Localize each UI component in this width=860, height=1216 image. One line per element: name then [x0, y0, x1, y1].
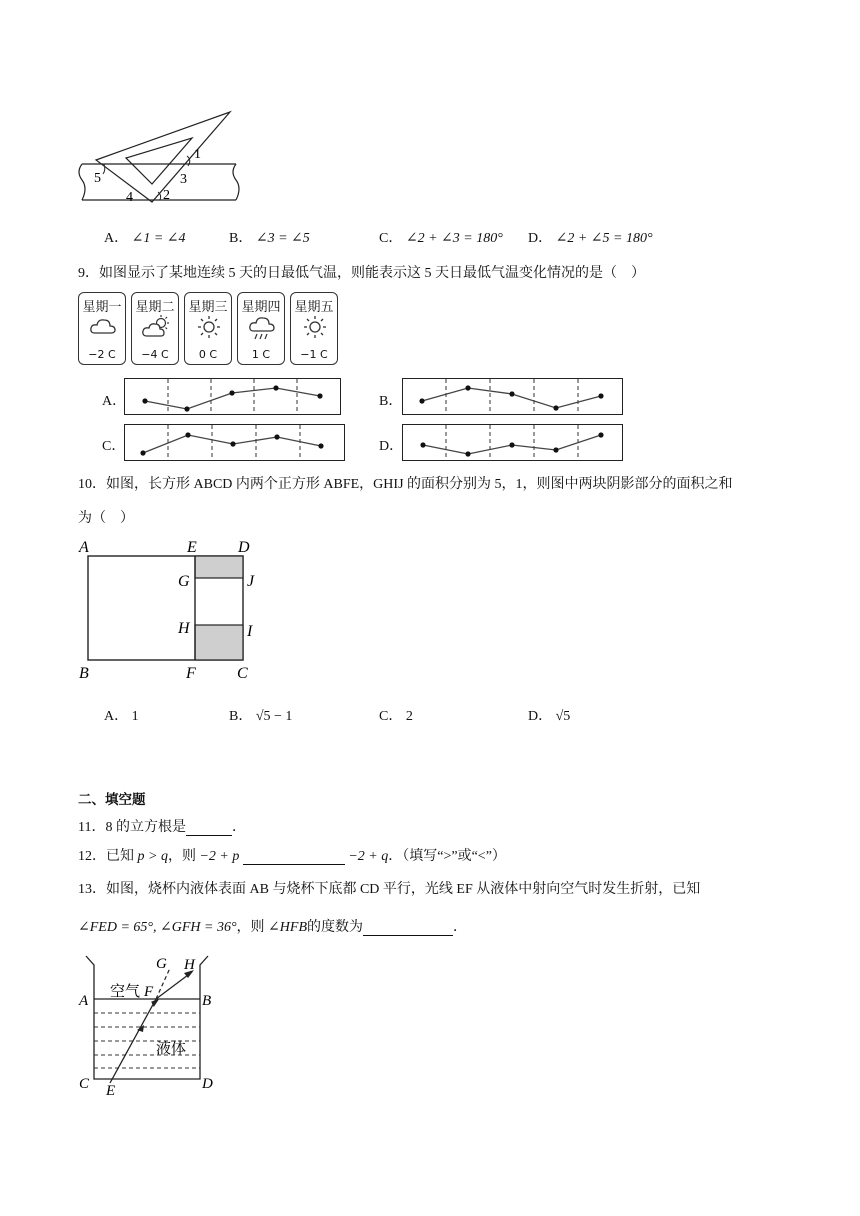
q13-ask: ∠HFB: [268, 920, 307, 935]
label-f: F: [144, 984, 154, 1000]
label-g: G: [178, 573, 190, 590]
weather-temp-mon: −2 C: [88, 348, 116, 361]
q11-text: 11．8 的立方根是: [78, 820, 186, 835]
angle-label-2: 2: [163, 188, 170, 203]
label-liquid: 液体: [156, 1039, 187, 1057]
weather-card-fri: [290, 292, 338, 365]
q13-line2: [78, 916, 467, 936]
rain-icon: [248, 315, 276, 341]
weather-temp-tue: −4 C: [141, 348, 169, 361]
q12-condition: p > q: [137, 849, 168, 864]
q12: [78, 845, 506, 865]
angle-label-5: 5: [94, 171, 101, 186]
q8-option-a-text: ∠1 = ∠4: [131, 231, 186, 246]
q12-suffix: ．（填写“>”或“<”）: [388, 849, 506, 864]
shaded-region-top: [195, 556, 243, 578]
q9-option-d-letter[interactable]: D．: [379, 439, 404, 454]
q13-answer-blank[interactable]: [363, 921, 453, 936]
label-i: I: [247, 623, 253, 640]
q8-option-c[interactable]: [379, 227, 503, 247]
label-e: E: [187, 539, 197, 556]
q11: [78, 816, 246, 836]
label-a: A: [79, 539, 89, 556]
q9-option-a-letter[interactable]: A．: [102, 394, 127, 409]
weather-card-mon: [78, 292, 126, 365]
q8-option-a-letter: A．: [104, 231, 129, 246]
q10-option-c-text: 2: [405, 709, 413, 724]
q8-option-d-text: ∠2 + ∠5 = 180°: [555, 231, 653, 246]
q10-option-b[interactable]: [229, 705, 292, 725]
label-c: C: [237, 665, 248, 682]
label-air: 空气: [110, 982, 141, 1000]
q12-answer-blank[interactable]: [243, 850, 345, 865]
label-f: F: [186, 665, 196, 682]
q10-option-b-text: √5 − 1: [255, 709, 293, 724]
weather-card-wed: [184, 292, 232, 365]
q8-option-c-text: ∠2 + ∠3 = 180°: [405, 231, 503, 246]
q9-option-c-graph[interactable]: [124, 424, 346, 462]
weather-card-tue: [131, 292, 179, 365]
label-e: E: [106, 1083, 116, 1098]
shaded-region-bottom: [195, 625, 243, 660]
label-a: A: [79, 993, 89, 1009]
label-g: G: [156, 956, 167, 972]
partly-sunny-icon: [142, 315, 172, 339]
q10-option-d[interactable]: [528, 705, 570, 725]
q10-option-d-text: √5: [555, 709, 571, 724]
q9-option-d-graph[interactable]: [402, 424, 624, 462]
q13-line1: 13．如图，烧杯内液体表面 AB 与烧杯下底都 CD 平行，光线 EF 从液体中射向空气时发生折射，已知: [78, 882, 701, 897]
weather-card-thu: [237, 292, 285, 365]
q8-option-d[interactable]: [528, 227, 653, 247]
weather-day-mon: 星期一: [82, 300, 122, 315]
label-j: J: [247, 573, 255, 590]
q8-option-b-text: ∠3 = ∠5: [255, 231, 310, 246]
q8-option-b-letter: B．: [229, 231, 253, 246]
weather-day-fri: 星期五: [294, 300, 334, 315]
q10-option-a-text: 1: [131, 709, 139, 724]
sun-icon: [301, 315, 329, 339]
angle-label-4: 4: [126, 190, 133, 205]
weather-temp-thu: 1 C: [251, 348, 271, 361]
label-b: B: [202, 993, 212, 1009]
q10-option-c-letter: C．: [379, 709, 403, 724]
strip-right-break: [233, 164, 239, 200]
q9-option-c-letter[interactable]: C．: [102, 439, 126, 454]
q9-stem: 9．如图显示了某地连续 5 天的日最低气温，则能表示这 5 天日最低气温变化情况的是（ ）: [78, 266, 645, 281]
cloud-icon: [89, 315, 117, 337]
q10-option-a-letter: A．: [104, 709, 129, 724]
q8-option-c-letter: C．: [379, 231, 403, 246]
q11-suffix: ．: [231, 820, 246, 835]
q9-option-b-graph[interactable]: [402, 378, 624, 416]
q12-prefix: 12．已知: [78, 849, 134, 864]
q13-suffix: ．: [453, 920, 467, 935]
q8-figure: [74, 100, 244, 210]
q9-option-a-graph[interactable]: [124, 378, 342, 416]
q8-option-d-letter: D．: [528, 231, 553, 246]
section-title: 二、填空题: [78, 792, 146, 808]
label-h: H: [184, 957, 195, 973]
q12-right-expr: −2 + q: [348, 849, 389, 864]
q9-option-b-letter[interactable]: B．: [379, 394, 403, 409]
label-h: H: [178, 620, 190, 637]
label-b: B: [79, 665, 89, 682]
q12-mid: ，则: [167, 849, 196, 864]
weather-day-tue: 星期二: [135, 300, 175, 315]
q8-option-b[interactable]: [229, 227, 310, 247]
label-d: D: [238, 539, 250, 556]
label-d: D: [202, 1076, 213, 1092]
q10-option-a[interactable]: [104, 705, 139, 725]
q10-figure: [76, 536, 266, 684]
q10-stem-line1: 10．如图，长方形 ABCD 内两个正方形 ABFE，GHIJ 的面积分别为 5，1，则图中两块阴影部分的面积之和: [78, 477, 733, 492]
angle-label-1: 1: [194, 147, 201, 162]
q8-option-a[interactable]: [104, 227, 186, 247]
strip-left-break: [79, 164, 85, 200]
weather-temp-fri: −1 C: [300, 348, 328, 361]
q13-mid: ，则: [236, 920, 265, 935]
label-c: C: [79, 1076, 90, 1092]
weather-temp-wed: 0 C: [198, 348, 218, 361]
sun-icon: [195, 315, 223, 339]
angle-label-3: 3: [180, 172, 187, 187]
q10-option-d-letter: D．: [528, 709, 553, 724]
q10-option-c[interactable]: [379, 705, 413, 725]
q10-option-b-letter: B．: [229, 709, 253, 724]
q13-tail: 的度数为: [307, 920, 363, 935]
weather-day-wed: 星期三: [188, 300, 228, 315]
q10-stem-line2: 为（ ）: [78, 511, 134, 526]
q13-condition: ∠FED = 65°, ∠GFH = 36°: [78, 920, 237, 935]
q12-left-expr: −2 + p: [199, 849, 240, 864]
weather-day-thu: 星期四: [241, 300, 281, 315]
q13-beaker-figure: [74, 952, 224, 1098]
q11-answer-blank[interactable]: [186, 821, 232, 836]
